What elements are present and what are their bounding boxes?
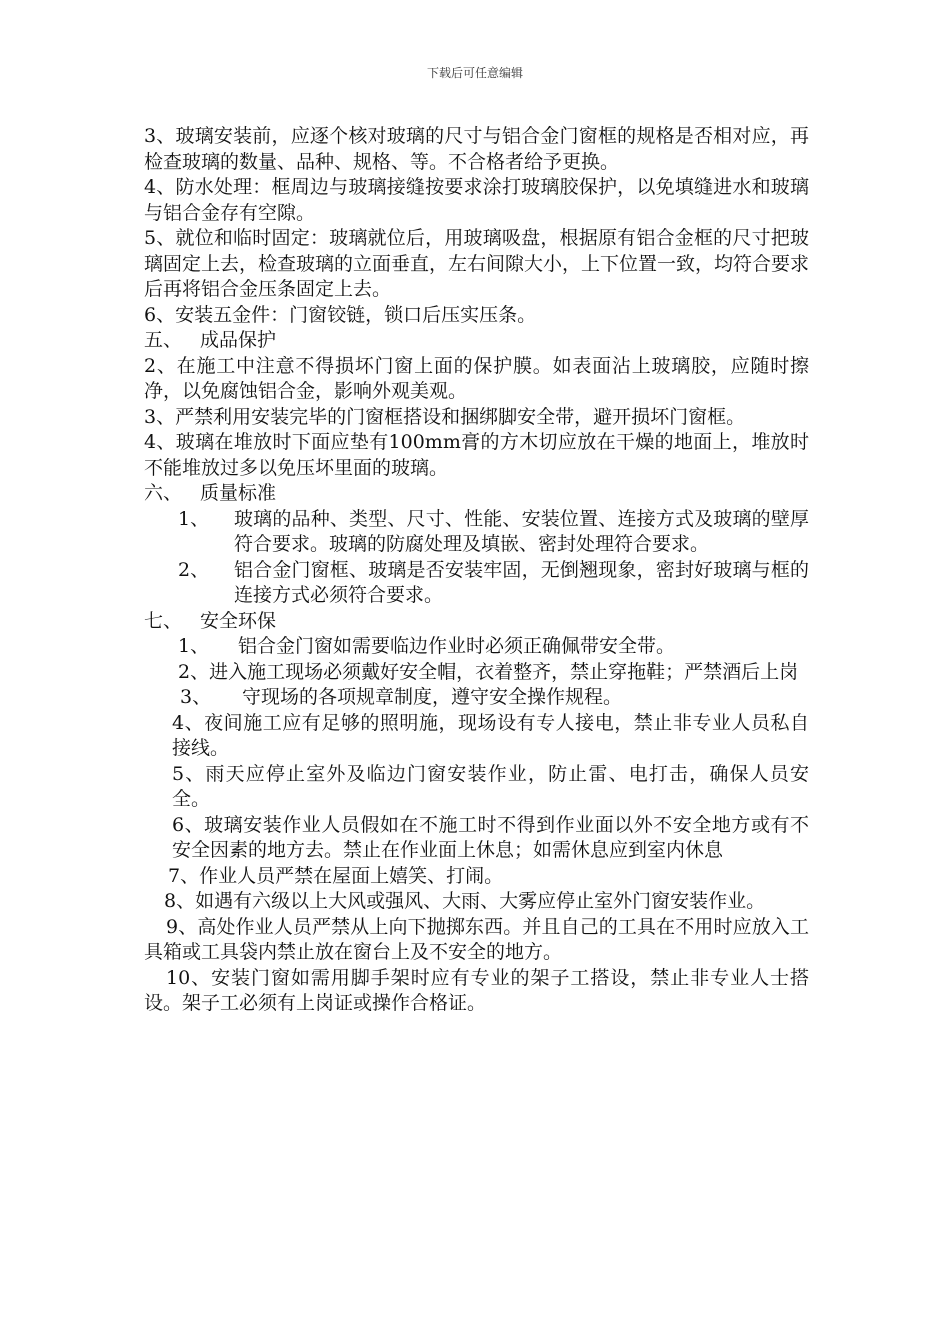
page-header: 下载后可任意编辑 (426, 66, 523, 80)
section-heading-6 (144, 481, 809, 507)
safety-item-9: 9、高处作业人员严禁从上向下抛掷东西。并且自己的工具在不用时应放入工具箱或工具袋内禁止放在窗台上及不安全的地方。 (144, 915, 809, 963)
section-number: 五、 (144, 329, 183, 351)
quality-item-2 (144, 558, 809, 609)
safety-item-1 (144, 634, 809, 660)
quality-item-1 (144, 507, 809, 558)
section-number: 六、 (144, 482, 183, 504)
paragraph-stacking: 4、玻璃在堆放时下面应垫有100mm膏的方木切应放在干燥的地面上，堆放时不能堆放过多以免压坏里面的玻璃。 (144, 431, 809, 479)
item-text: 玻璃的品种、类型、尺寸、性能、安装位置、连接方式及玻璃的壁厚符合要求。玻璃的防腐处理及填嵌、密封处理符合要求。 (234, 507, 809, 555)
paragraph-protect-film: 2、在施工中注意不得损坏门窗上面的保护膜。如表面沾上玻璃胶，应随时擦净，以免腐蚀铝合金，影响外观美观。 (144, 354, 809, 402)
paragraph-waterproof: 4、防水处理：框周边与玻璃接缝按要求涂打玻璃胶保护，以免填缝进水和玻璃与铝合金存有空隙。 (144, 176, 809, 224)
safety-item-2: 2、进入施工现场必须戴好安全帽，衣着整齐，禁止穿拖鞋；严禁酒后上岗 (178, 660, 799, 683)
paragraph-no-tie: 3、严禁利用安装完毕的门窗框搭设和捆绑脚安全带，避开损坏门窗框。 (144, 405, 746, 428)
paragraph-glass-check: 3、玻璃安装前，应逐个核对玻璃的尺寸与铝合金门窗框的规格是否相对应，再检查玻璃的数量、品种、规格、等。不合格者给予更换。 (144, 125, 809, 173)
item-text: 铝合金门窗如需要临边作业时必须正确佩带安全带。 (238, 635, 676, 657)
safety-item-6: 6、玻璃安装作业人员假如在不施工时不得到作业面以外不安全地方或有不安全因素的地方去。禁止在作业面上休息；如需休息应到室内休息 (172, 813, 809, 861)
safety-item-7: 7、作业人员严禁在屋面上嬉笑、打闹。 (168, 864, 504, 887)
item-text: 守现场的各项规章制度，遵守安全操作规程。 (242, 686, 623, 708)
paragraph-positioning: 5、就位和临时固定：玻璃就位后，用玻璃吸盘，根据原有铝合金框的尺寸把玻璃固定上去，检查玻璃的立面垂直，左右间隙大小，上下位置一致，均符合要求后再将铝合金压条固定上去。 (144, 227, 810, 300)
paragraph-hardware: 6、安装五金件：门窗铰链，锁口后压实压条。 (144, 303, 537, 326)
document-body (144, 124, 809, 1017)
section-heading-5 (144, 328, 809, 354)
item-number: 1、 (178, 507, 210, 530)
item-number: 3、 (180, 686, 212, 708)
safety-item-8: 8、如遇有六级以上大风或强风、大雨、大雾应停止室外门窗安装作业。 (164, 890, 766, 912)
item-text: 铝合金门窗框、玻璃是否安装牢固，无倒翘现象，密封好玻璃与框的连接方式必须符合要求。 (234, 558, 809, 606)
item-number: 1、 (178, 635, 210, 657)
section-number: 七、 (144, 609, 183, 632)
section-title: 质量标准 (200, 482, 277, 504)
safety-item-5: 5、雨天应停止室外及临边门窗安装作业，防止雷、电打击，确保人员安全。 (172, 762, 809, 810)
safety-item-3 (144, 685, 809, 711)
section-title: 安全环保 (200, 609, 277, 632)
safety-item-4: 4、夜间施工应有足够的照明施，现场设有专人接电，禁止非专业人员私自接线。 (172, 711, 809, 759)
section-heading-7 (144, 609, 809, 635)
item-number: 2、 (178, 558, 210, 581)
section-title: 成品保护 (200, 329, 277, 351)
safety-item-10: 10、安装门窗如需用脚手架时应有专业的架子工搭设，禁止非专业人士搭设。架子工必须有上岗证或操作合格证。 (144, 966, 809, 1014)
